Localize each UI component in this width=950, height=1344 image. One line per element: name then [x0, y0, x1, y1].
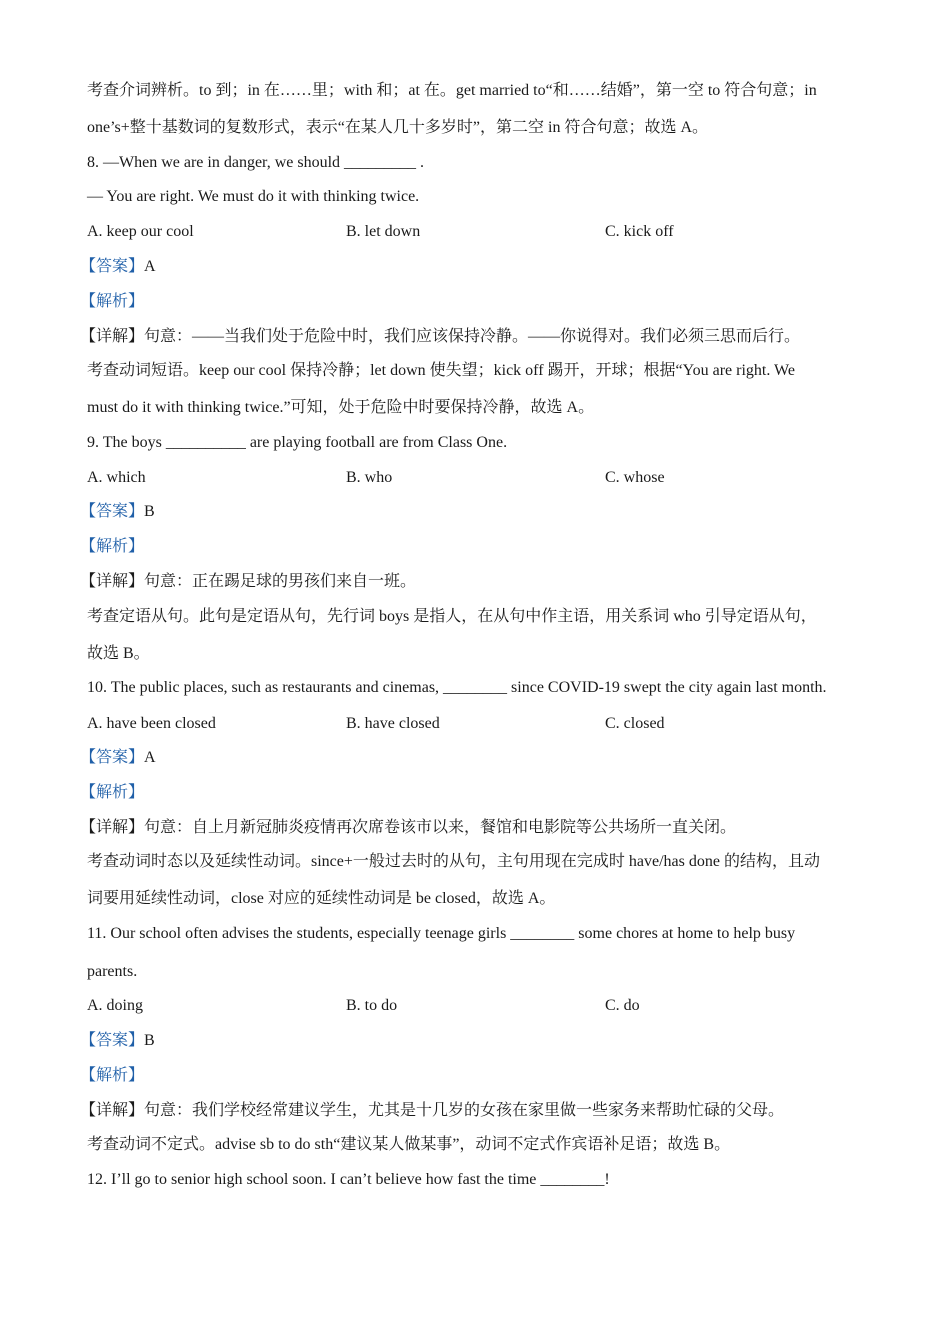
analysis-label: 【解析】 — [80, 1067, 145, 1084]
q8-reply: — You are right. We must do it with thinking twice. — [87, 188, 420, 205]
detail-label: 【详解】 — [80, 819, 145, 836]
q11-option-a: A. doing — [87, 997, 143, 1014]
q11-stem-line-2: parents. — [87, 963, 138, 980]
analysis-label: 【解析】 — [80, 784, 145, 801]
detail-label: 【详解】 — [80, 573, 145, 590]
q11-option-c: C. do — [605, 997, 640, 1014]
analysis-label: 【解析】 — [80, 293, 145, 310]
q8-answer — [80, 257, 156, 277]
q10-stem: 10. The public places, such as restaurants and cinemas, ________ since COVID-19 swept the city again last month. — [87, 679, 827, 696]
answer-label: 【答案】 — [80, 503, 145, 520]
answer-label: 【答案】 — [80, 749, 145, 766]
q11-option-b: B. to do — [346, 997, 398, 1014]
q10-option-a: A. have been closed — [87, 715, 216, 732]
q8-analysis — [80, 292, 144, 312]
q10-explanation-line-2: 词要用延续性动词，close 对应的延续性动词是 be closed，故选 A。 — [87, 890, 556, 907]
q9-option-c: C. whose — [605, 469, 665, 486]
q9-answer — [80, 502, 155, 522]
q9-detail-text: 句意：正在踢足球的男孩们来自一班。 — [144, 573, 417, 590]
detail-label: 【详解】 — [80, 328, 145, 345]
q11-analysis — [80, 1066, 144, 1086]
q10-explanation-line-1: 考查动词时态以及延续性动词。since+一般过去时的从句，主句用现在完成时 have/has done 的结构，且动 — [87, 853, 820, 870]
q11-answer-value: B — [144, 1032, 155, 1049]
q8-option-b: B. let down — [346, 223, 421, 240]
q10-answer — [80, 748, 156, 768]
q11-detail-text: 句意：我们学校经常建议学生，尤其是十几岁的女孩在家里做一些家务来帮助忙碌的父母。 — [144, 1102, 785, 1119]
q9-explanation-line-1: 考查定语从句。此句是定语从句，先行词 boys 是指人，在从句中作主语，用关系词 who 引导定语从句， — [87, 608, 817, 625]
q10-analysis — [80, 783, 144, 803]
q10-detail-text: 句意：自上月新冠肺炎疫情再次席卷该市以来，餐馆和电影院等公共场所一直关闭。 — [144, 819, 737, 836]
intro-line-2: one’s+整十基数词的复数形式，表示“在某人几十多岁时”，第二空 in 符合句意；故选 A。 — [87, 119, 709, 136]
analysis-label: 【解析】 — [80, 538, 145, 555]
q8-option-c: C. kick off — [605, 223, 674, 240]
q9-option-b: B. who — [346, 469, 393, 486]
q9-explanation-line-2: 故选 B。 — [87, 645, 150, 662]
q9-option-a: A. which — [87, 469, 146, 486]
q8-explanation-line-1: 考查动词短语。keep our cool 保持冷静；let down 使失望；kick off 踢开，开球；根据“You are right. We — [87, 362, 795, 379]
q8-option-a: A. keep our cool — [87, 223, 194, 240]
q8-stem: 8. —When we are in danger, we should _________ . — [87, 154, 425, 171]
intro-line-1: 考查介词辨析。to 到；in 在……里；with 和；at 在。get married to“和……结婚”，第一空 to 符合句意；in — [87, 82, 817, 99]
q11-detail — [80, 1101, 784, 1121]
q8-explanation-line-2: must do it with thinking twice.”可知，处于危险中时要保持冷静，故选 A。 — [87, 399, 595, 416]
q11-explanation-line-1: 考查动词不定式。advise sb to do sth“建议某人做某事”，动词不定式作宾语补足语；故选 B。 — [87, 1136, 731, 1153]
q10-detail — [80, 818, 736, 838]
q9-answer-value: B — [144, 503, 155, 520]
detail-label: 【详解】 — [80, 1102, 145, 1119]
answer-label: 【答案】 — [80, 1032, 145, 1049]
q8-detail-text: 句意：——当我们处于危险中时，我们应该保持冷静。——你说得对。我们必须三思而后行。 — [144, 328, 801, 345]
answer-label: 【答案】 — [80, 258, 145, 275]
q9-detail — [80, 572, 416, 592]
q10-option-b: B. have closed — [346, 715, 440, 732]
q11-answer — [80, 1031, 155, 1051]
q11-stem-line-1: 11. Our school often advises the students, especially teenage girls ________ some chores at home to help busy — [87, 925, 796, 942]
q8-detail — [80, 327, 800, 347]
q12-stem: 12. I’ll go to senior high school soon. I can’t believe how fast the time ________! — [87, 1171, 610, 1188]
q10-option-c: C. closed — [605, 715, 665, 732]
q10-answer-value: A — [144, 749, 156, 766]
q9-stem: 9. The boys __________ are playing football are from Class One. — [87, 434, 508, 451]
q9-analysis — [80, 537, 144, 557]
q8-answer-value: A — [144, 258, 156, 275]
